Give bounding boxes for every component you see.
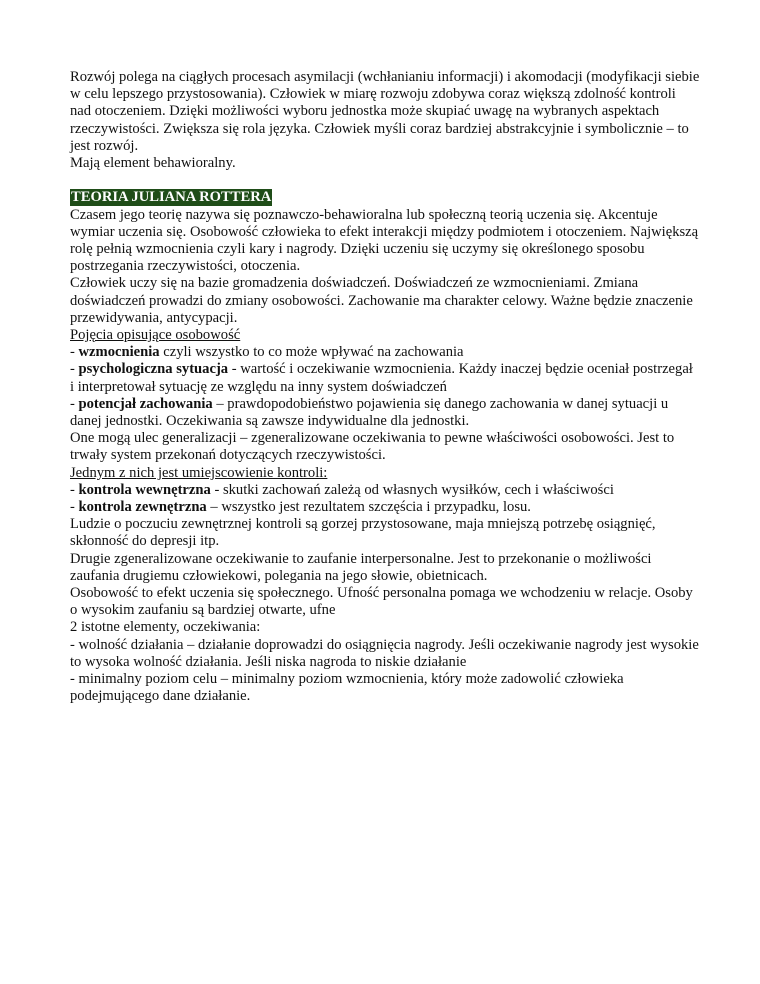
- control-item: [70, 499, 700, 516]
- paragraph-minimal-goal: - minimalny poziom celu – minimalny poziom wzmocnienia, który może zadowolić człowieka podejmującego dane działanie.: [70, 671, 624, 705]
- control-title-text: Jednym z nich jest umiejscowienie kontroli:: [70, 464, 328, 481]
- concept-text: – prawdopodobieństwo pojawienia się danego zachowania w danej sytuacji u danej jednostki. Oczekiwania są zawsze indywidualne dla jednostki.: [70, 395, 669, 430]
- concept-item: [70, 361, 700, 395]
- concepts-title-text: Pojęcia opisujące osobowość: [70, 327, 241, 344]
- concept-term: potencjał zachowania: [78, 395, 213, 412]
- bullet-prefix: -: [70, 344, 79, 361]
- bullet-prefix: -: [70, 395, 79, 412]
- paragraph-trust: Drugie zgeneralizowane oczekiwanie to zaufanie interpersonalne. Jest to przekonanie o możliwości zaufania drugiemu człowiekowi, polegania na jego słowie, obietnicach.: [70, 550, 652, 584]
- concept-item: [70, 344, 700, 361]
- paragraph-experience: Człowiek uczy się na bazie gromadzenia doświadczeń. Doświadczeń ze wzmocnieniami. Zmiana doświadczeń prowadzi do zmiany osobowości. Zachowanie ma charakter celowy. Ważne będzie znaczenie przewidywania, antycypacji.: [70, 275, 693, 326]
- paragraph-elements-title: 2 istotne elementy, oczekiwania:: [70, 619, 261, 636]
- control-term: kontrola zewnętrzna: [78, 499, 207, 516]
- section-heading: TEORIA JULIANA ROTTERA: [71, 189, 272, 206]
- intro-paragraph-behavioral: Mają element behawioralny.: [70, 155, 236, 172]
- concept-term: wzmocnienia: [78, 344, 160, 361]
- section-heading-row: [70, 189, 700, 206]
- paragraph-generalization: One mogą ulec generalizacji – zgeneralizowane oczekiwania to pewne właściwości osobowości. Jest to trwały system przekonań dotyczących rzeczywistości.: [70, 430, 675, 464]
- control-term: kontrola wewnętrzna: [78, 481, 211, 498]
- control-text: – wszystko jest rezultatem szczęścia i przypadku, losu.: [206, 499, 531, 516]
- control-title: [70, 465, 700, 482]
- paragraph-social-learning: Osobowość to efekt uczenia się społecznego. Ufność personalna pomaga we wchodzeniu w relacje. Osoby o wysokim zaufaniu są bardziej otwarte, ufne: [70, 585, 693, 619]
- bullet-prefix: -: [70, 481, 79, 498]
- concepts-title: [70, 327, 700, 344]
- concept-term: psychologiczna sytuacja: [78, 361, 229, 378]
- bullet-prefix: -: [70, 499, 79, 516]
- blank-line: [70, 172, 700, 189]
- paragraph-freedom: - wolność działania – działanie doprowadzi do osiągnięcia nagrody. Jeśli oczekiwanie nagrody jest wysokie to wysoka wolność działania. Jeśli niska nagroda to niskie działanie: [70, 636, 699, 670]
- control-item: [70, 482, 700, 499]
- intro-paragraph-development: Rozwój polega na ciągłych procesach asymilacji (wchłanianiu informacji) i akomodacji (modyfikacji siebie w celu lepszego przystosowania). Człowiek w miarę rozwoju zdobywa coraz większą zdolność kontroli nad otoczeniem. Dzięki możliwości wyboru jednostka może skupiać uwagę na wybranych aspektach rzeczywistości. Zwiększa się rola języka. Człowiek myśli coraz bardziej abstrakcyjnie i symbolicznie – to jest rozwój.: [70, 69, 700, 154]
- paragraph-theory-intro: Czasem jego teorię nazywa się poznawczo-behawioralna lub społeczną teorią uczenia się. Akcentuje wymiar uczenia się. Osobowość człowieka to efekt interakcji między podmiotem i otoczeniem. Największą rolę pełnią wzmocnienia czyli kary i nagrody. Dzięki uczeniu się uczymy się określonego sposobu postrzegania rzeczywistości, otoczenia.: [70, 206, 699, 275]
- paragraph-external-control: Ludzie o poczuciu zewnętrznej kontroli są gorzej przystosowane, maja mniejszą potrzebę osiągnięć, skłonność do depresji itp.: [70, 516, 656, 550]
- bullet-prefix: -: [70, 361, 79, 378]
- concept-text: czyli wszystko to co może wpływać na zachowania: [159, 344, 464, 361]
- concept-item: [70, 396, 700, 430]
- control-text: - skutki zachowań zależą od własnych wysiłków, cech i właściwości: [210, 481, 614, 498]
- concept-text: - wartość i oczekiwanie wzmocnienia. Każdy inaczej będzie oceniał postrzegał i interpretował sytuację ze względu na inny system doświadczeń: [70, 361, 693, 395]
